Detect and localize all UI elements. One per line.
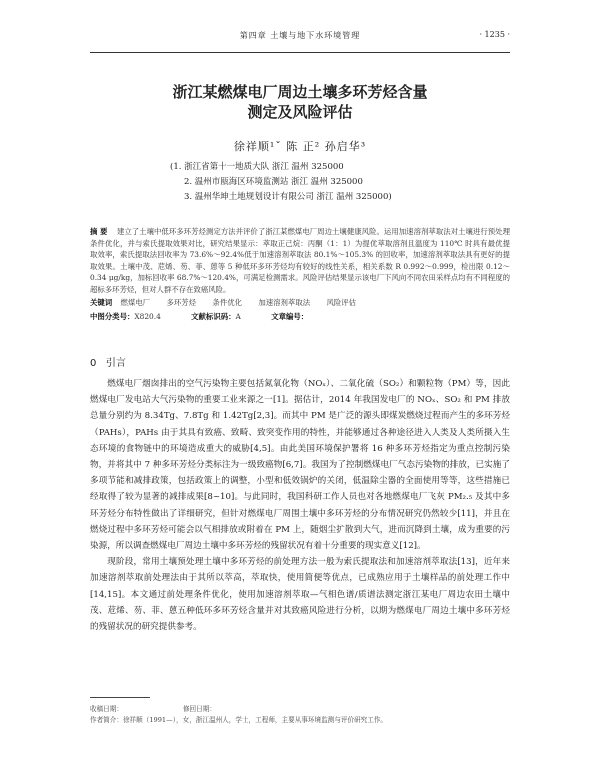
- doc-code-value: A: [235, 312, 241, 321]
- title-line-1: 浙江某燃煤电厂周边土壤多环芳烃含量: [172, 83, 428, 101]
- doc-code-label: 文献标识码：: [191, 312, 236, 321]
- footnotes: [90, 704, 510, 726]
- paragraph: 现阶段，常用土壤预处理土壤中多环芳烃的前处理方法一般为索氏提取法和加速溶剂萃取法[13]，近年来加速溶剂萃取前处理法由于其所以萃高，萃取快，使用简便等优点，已成熟应用于土壤样品的前处理工作中[14,15]。本文通过前处理条件优化，使用加速溶剂萃取—气相色谱/质谱法测定浙江某电厂周边农田土壤中茂、苊烯、芴、菲、蒽五种低环多环芳烃含量并对其致癌风险进行分析，以期为燃煤电厂周边土壤中多环芳烃的残留状况的研究提供参考。: [90, 557, 510, 633]
- keyword: 加速溶剂萃取法: [258, 298, 311, 307]
- classification-line: [90, 311, 510, 322]
- abstract: [90, 226, 510, 295]
- article-title: [60, 82, 540, 122]
- abstract-label: 摘 要: [90, 227, 108, 236]
- title-line-2: 测定及风险评估: [247, 103, 353, 121]
- revised-date-label: 修回日期：: [182, 705, 216, 713]
- abstract-text: 建立了土壤中低环多环芳烃测定方法并评价了浙江某燃煤电厂周边土壤健康风险。运用加速溶剂萃取法对土壤进行预处理条件优化，并与索氏提取效果对比，研究结果显示：萃取正己烷：丙酮（1：1）为提优萃取溶剂且温度为 110℃ 时具有最优提取效率，索氏提取法回收率为 73.6%～92.4%低于加速溶剂萃取法 80.1%～105.3% 的回收率，加速溶剂萃取法具有更好的提取效果。土壤中茂、苊烯、芴、菲、蒽等 5 种低环多环芳烃均有较好的线性关系，相关系数 R 0.992～0.999，检出限 0.12～0.34 μg/kg，加标回收率 68.7%～120.4%，可满足检测需求。风险评估结果显示该电厂下风向不同农田采样点均有不同程度的超标多环芳烃，但对人群不存在致癌风险。: [90, 227, 510, 294]
- received-date-label: 收稿日期：: [90, 705, 123, 713]
- keywords: [90, 297, 510, 308]
- paragraph: 燃煤电厂烟囱排出的空气污染物主要包括氮氧化物（NOₓ）、二氧化硫（SO₂）和颗粒物（PM）等，因此燃煤电厂发电站大气污染物的重要工业来源之一[1]。据估计，2014 年我国发电厂的 NOₓ、SO₂ 和 PM 排放总量分别约为 8.34Tg、7.8Tg 和 1.42Tg[2,3]。而其中 PM 是广泛的源头即煤炭燃烧过程而产生的多环芳烃（PAHs），PAHs 由于其具有致癌、致畸、致突变作用的特性，并能够通过各种途径进入人类及人类所摄入生态环境的食物链中的环境造成重大的威胁[4,5]。由此美国环境保护署将 16 种多环芳烃指定为重点控制污染物，并将其中 7 种多环芳烃分类标注为一级致癌物[6,7]。我国为了控制燃煤电厂气态污染物的排放，已实施了多项节能和减排政策，包括政策上的调整，小型和低效锅炉的关闭，低温除尘器的全面使用等等，这些措施已经取得了较为显著的减排成果[8~10]。与此同时，我国科研工作人员也对各地燃煤电厂飞灰 PM₂.₅ 及其中多环芳烃分布特性做出了详细研究，但针对燃煤电厂周围土壤中多环芳烃的分布情况研究仍然较少[11]，并且在燃烧过程中多环芳烃可能会以气相排放或附着在 PM 上，随烟尘扩散到大气，进而沉降到土壤，成为重要的污染源，所以调查燃煤电厂周边土壤中多环芳烃的残留状况有着十分重要的现实意义[12]。: [90, 379, 510, 552]
- clc-label: 中图分类号：: [90, 312, 135, 321]
- running-title: 第四章 土壤与地下水环境管理: [239, 31, 361, 40]
- section-title: 引言: [105, 358, 126, 369]
- clc-value: X820.4: [134, 312, 161, 321]
- affiliation-3: 3. 温州华坤土地规划设计有限公司 浙江 温州 325000): [184, 192, 392, 202]
- running-head: [90, 30, 510, 46]
- section-heading: [90, 354, 126, 369]
- article-number-label: 文章编号：: [271, 312, 309, 321]
- page-number: · 1235 ·: [479, 30, 510, 39]
- keyword: 风险评估: [326, 298, 357, 307]
- header-rule: [90, 52, 510, 53]
- section-number: 0: [90, 358, 97, 369]
- body-text: [90, 376, 510, 635]
- keyword: 多环芳烃: [166, 298, 197, 307]
- affiliations: [170, 160, 490, 205]
- keyword: 燃煤电厂: [120, 298, 151, 307]
- affiliation-1: (1. 浙江省第十一地质大队 浙江 温州 325000: [170, 162, 344, 172]
- author-bio: 作者简介：徐祥顺（1991—），女，浙江温州人，学士，工程师，主要从事环境监测与评价研究工作。: [90, 716, 388, 724]
- keyword: 条件优化: [212, 298, 242, 307]
- author-list: 徐祥顺¹ˇ 陈 正² 孙启华³: [233, 140, 367, 153]
- keywords-label: 关键词: [90, 298, 113, 307]
- affiliation-2: 2. 温州市瓯海区环境监测站 浙江 温州 325000: [184, 177, 363, 187]
- footnote-rule: [90, 697, 150, 698]
